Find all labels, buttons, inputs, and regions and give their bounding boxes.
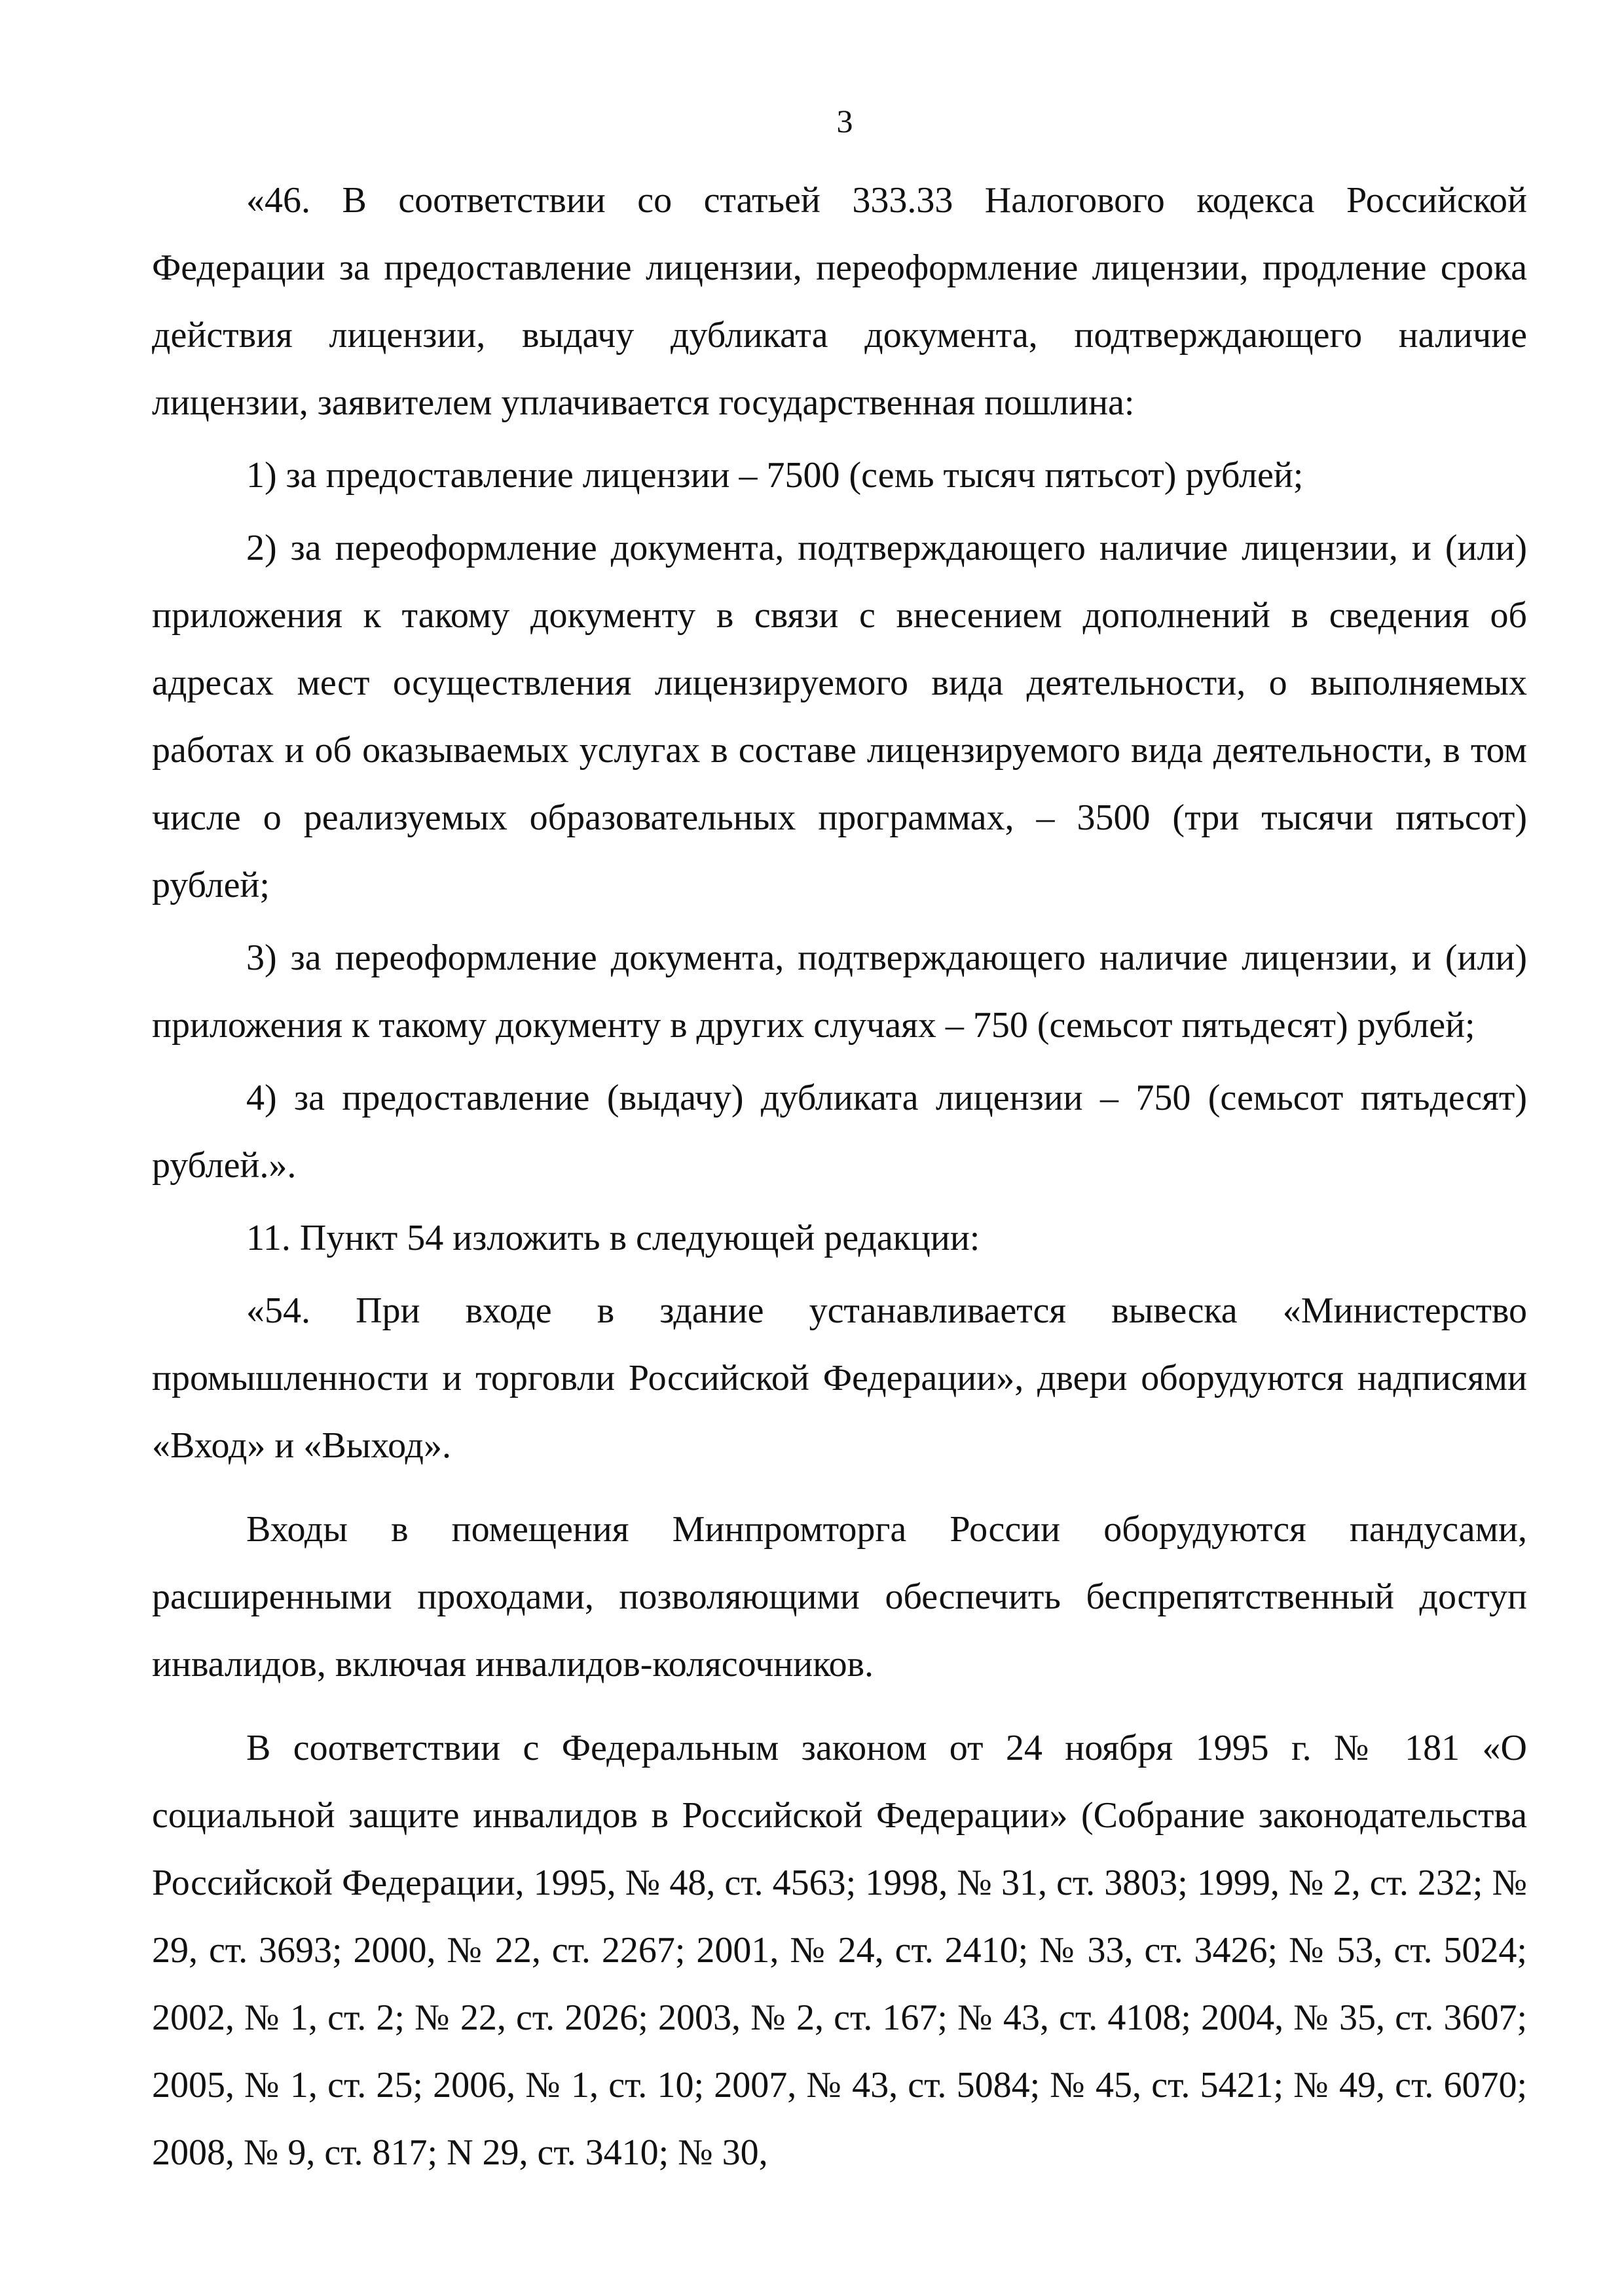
paragraph-46-intro: «46. В соответствии со статьей 333.33 Налогового кодекса Российской Федерации за предоставление лицензии, переоформление лицензии, продление срока действия лицензии, выдачу дубликата документа, подтверждающего наличие лицензии, заявителем уплачивается государственная пошлина: [152, 180, 1527, 423]
paragraph-item-2: 2) за переоформление документа, подтверждающего наличие лицензии, и (или) приложения к такому документу в связи с внесением дополнений в сведения об адресах мест осуществления лицензируемого вида деятельности, о выполняемых работах и об оказываемых услугах в составе лицензируемого вида деятельности, в том числе о реализуемых образовательных программах, – 3500 (три тысячи пятьсот) рублей; [152, 528, 1527, 905]
paragraph-point-11: 11. Пункт 54 изложить в следующей редакции: [246, 1218, 980, 1258]
document-body [152, 167, 1527, 2187]
paragraph-item-4: 4) за предоставление (выдачу) дубликата лицензии – 750 (семьсот пятьдесят) рублей.». [152, 1078, 1527, 1186]
paragraph-item-1: 1) за предоставление лицензии – 7500 (семь тысяч пятьсот) рублей; [246, 455, 1304, 496]
paragraph-item-3: 3) за переоформление документа, подтверждающего наличие лицензии, и (или) приложения к такому документу в других случаях – 750 (семьсот пятьдесят) рублей; [152, 938, 1527, 1046]
paragraph-federal-law: В соответствии с Федеральным законом от 24 ноября 1995 г. № 181 «О социальной защите инвалидов в Российской Федерации» (Собрание законодательства Российской Федерации, 1995, № 48, ст. 4563; 1998, № 31, ст. 3803; 1999, № 2, ст. 232; № 29, ст. 3693; 2000, № 22, ст. 2267; 2001, № 24, ст. 2410; № 33, ст. 3426; № 53, ст. 5024; 2002, № 1, ст. 2; № 22, ст. 2026; 2003, № 2, ст. 167; № 43, ст. 4108; 2004, № 35, ст. 3607; 2005, № 1, ст. 25; 2006, № 1, ст. 10; 2007, № 43, ст. 5084; № 45, ст. 5421; № 49, ст. 6070; 2008, № 9, ст. 817; N 29, ст. 3410; № 30, [152, 1728, 1527, 2173]
page-number: 3 [836, 103, 853, 139]
paragraph-54-signage: «54. При входе в здание устанавливается вывеска «Министерство промышленности и торговли Российской Федерации», двери оборудуются надписями «Вход» и «Выход». [152, 1290, 1527, 1466]
paragraph-entrances: Входы в помещения Минпромторга России оборудуются пандусами, расширенными проходами, позволяющими обеспечить беспрепятственный доступ инвалидов, включая инвалидов-колясочников. [152, 1509, 1527, 1685]
